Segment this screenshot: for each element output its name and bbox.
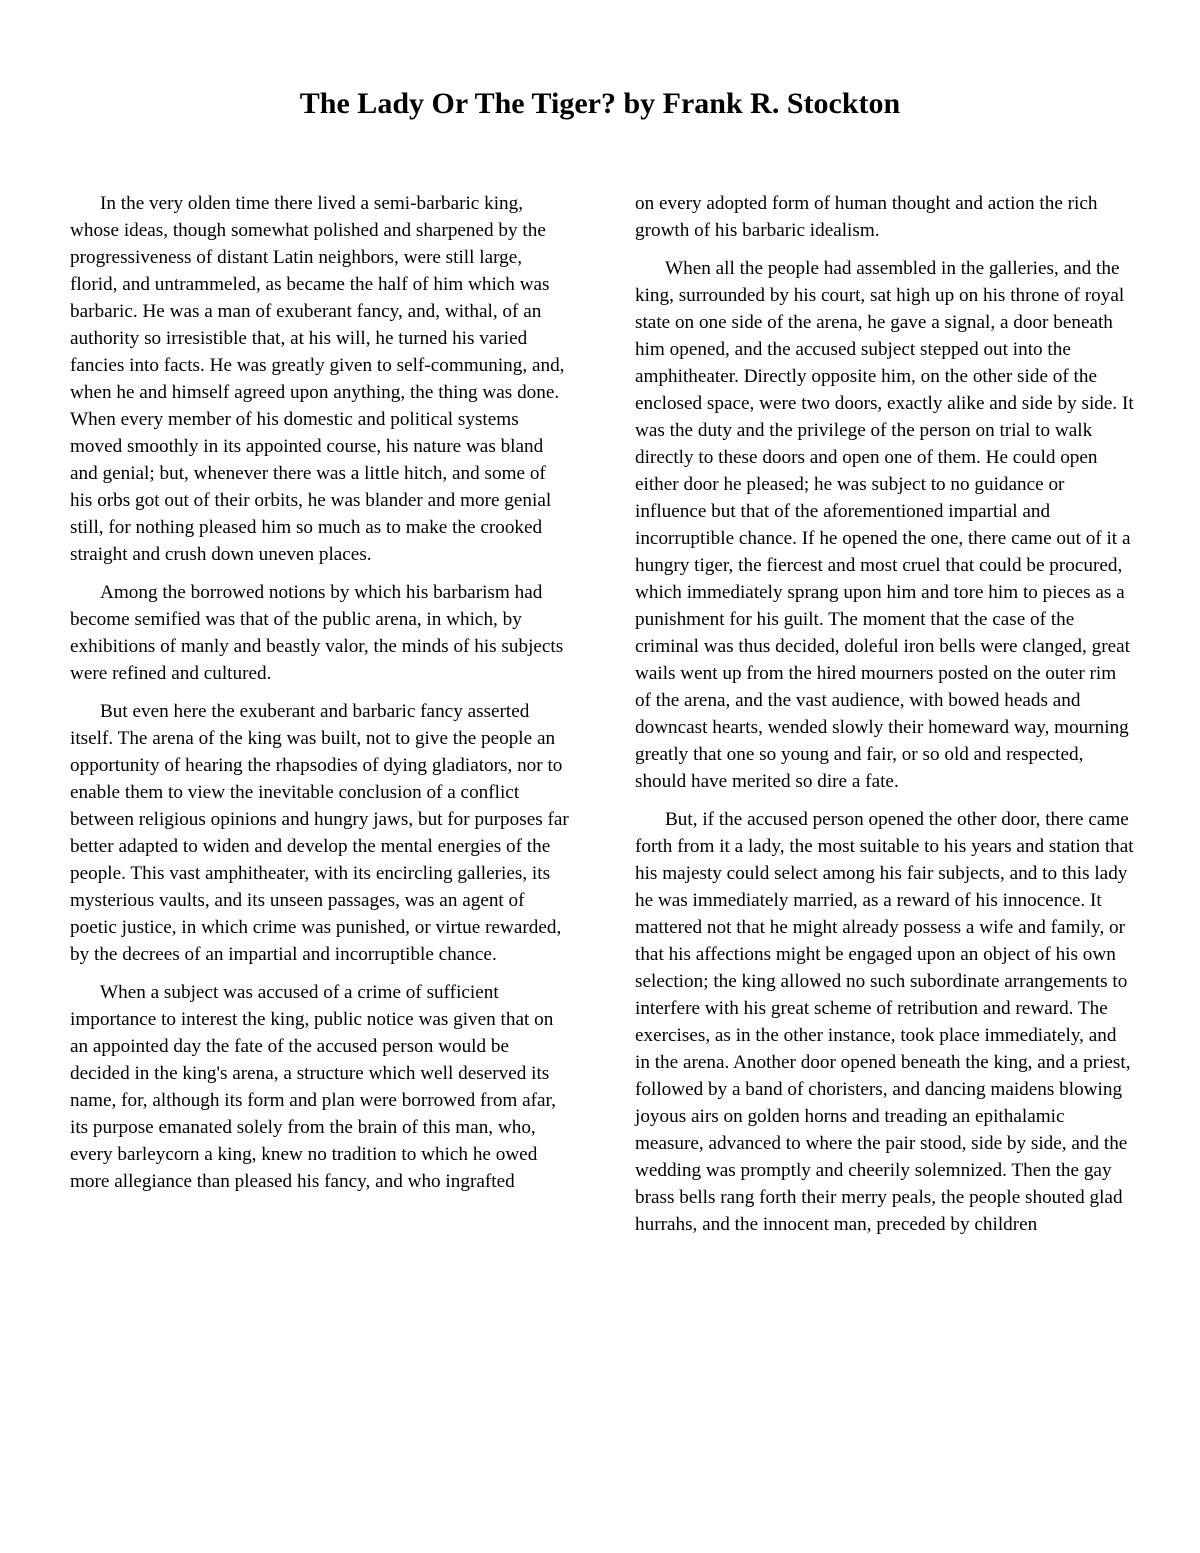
paragraph: Among the borrowed notions by which his barbarism had become semified was that of the public arena, in which, by exhibitions of manly and beastly valor, the minds of his subjects were refined and cultured.	[70, 582, 564, 684]
document-title: The Lady Or The Tiger? by Frank R. Stockton	[299, 87, 901, 120]
paragraph: When all the people had assembled in the galleries, and the king, surrounded by his court, sat high up on his throne of royal state on one side of the arena, he gave a signal, a door beneath him opened, and the accused subject stepped out into the amphitheater. Directly opposite him, on the other side of the enclosed space, were two doors, exactly alike and side by side. It was the duty and the privilege of the person on trial to walk directly to these doors and open one of them. He could open either door he pleased; he was subject to no guidance or influence but that of the aforementioned impartial and incorruptible chance. If he opened the one, there came out of it a hungry tiger, the fiercest and most cruel that could be procured, which immediately sprang upon him and tore him to pieces as a punishment for his guilt. The moment that the case of the criminal was thus decided, doleful iron bells were clanged, great wails went up from the hired mourners posted on the outer rim of the arena, and the vast audience, with bowed heads and downcast hearts, wended slowly their homeward way, mourning greatly that one so young and fair, or so old and respected, should have merited so dire a fate.	[635, 258, 1134, 792]
left-column	[70, 190, 570, 1206]
right-column	[635, 190, 1135, 1249]
paragraph: But, if the accused person opened the other door, there came forth from it a lady, the most suitable to his years and station that his majesty could select among his fair subjects, and to this lady he was immediately married, as a reward of his innocence. It mattered not that he might already possess a wife and family, or that his affections might be engaged upon an object of his own selection; the king allowed no such subordinate arrangements to interfere with his great scheme of retribution and reward. The exercises, as in the other instance, took place immediately, and in the arena. Another door opened beneath the king, and a priest, followed by a band of choristers, and dancing maidens blowing joyous airs on golden horns and treading an epithalamic measure, advanced to where the pair stood, side by side, and the wedding was promptly and cheerily solemnized. Then the gay brass bells rang forth their merry peals, the people shouted glad hurrahs, and the innocent man, preceded by children	[635, 809, 1134, 1235]
paragraph: In the very olden time there lived a semi-barbaric king, whose ideas, though somewhat polished and sharpened by the progressiveness of distant Latin neighbors, were still large, florid, and untrammeled, as became the half of him which was barbaric. He was a man of exuberant fancy, and, withal, of an authority so irresistible that, at his will, he turned his varied fancies into facts. He was greatly given to self-communing, and, when he and himself agreed upon anything, the thing was done. When every member of his domestic and political systems moved smoothly in its appointed course, his nature was bland and genial; but, whenever there was a little hitch, and some of his orbs got out of their orbits, he was blander and more genial still, for nothing pleased him so much as to make the crooked straight and crush down uneven places.	[70, 193, 565, 565]
paragraph-continued: on every adopted form of human thought and action the rich growth of his barbaric idealism.	[635, 193, 1098, 241]
paragraph: When a subject was accused of a crime of sufficient importance to interest the king, public notice was given that on an appointed day the fate of the accused person would be decided in the king's arena, a structure which well deserved its name, for, although its form and plan were borrowed from afar, its purpose emanated solely from the brain of this man, who, every barleycorn a king, knew no tradition to which he owed more allegiance than pleased his fancy, and who ingrafted	[70, 982, 556, 1192]
paragraph: But even here the exuberant and barbaric fancy asserted itself. The arena of the king was built, not to give the people an opportunity of hearing the rhapsodies of dying gladiators, nor to enable them to view the inevitable conclusion of a conflict between religious opinions and hungry jaws, but for purposes far better adapted to widen and develop the mental energies of the people. This vast amphitheater, with its encircling galleries, its mysterious vaults, and its unseen passages, was an agent of poetic justice, in which crime was punished, or virtue rewarded, by the decrees of an impartial and incorruptible chance.	[70, 701, 569, 965]
